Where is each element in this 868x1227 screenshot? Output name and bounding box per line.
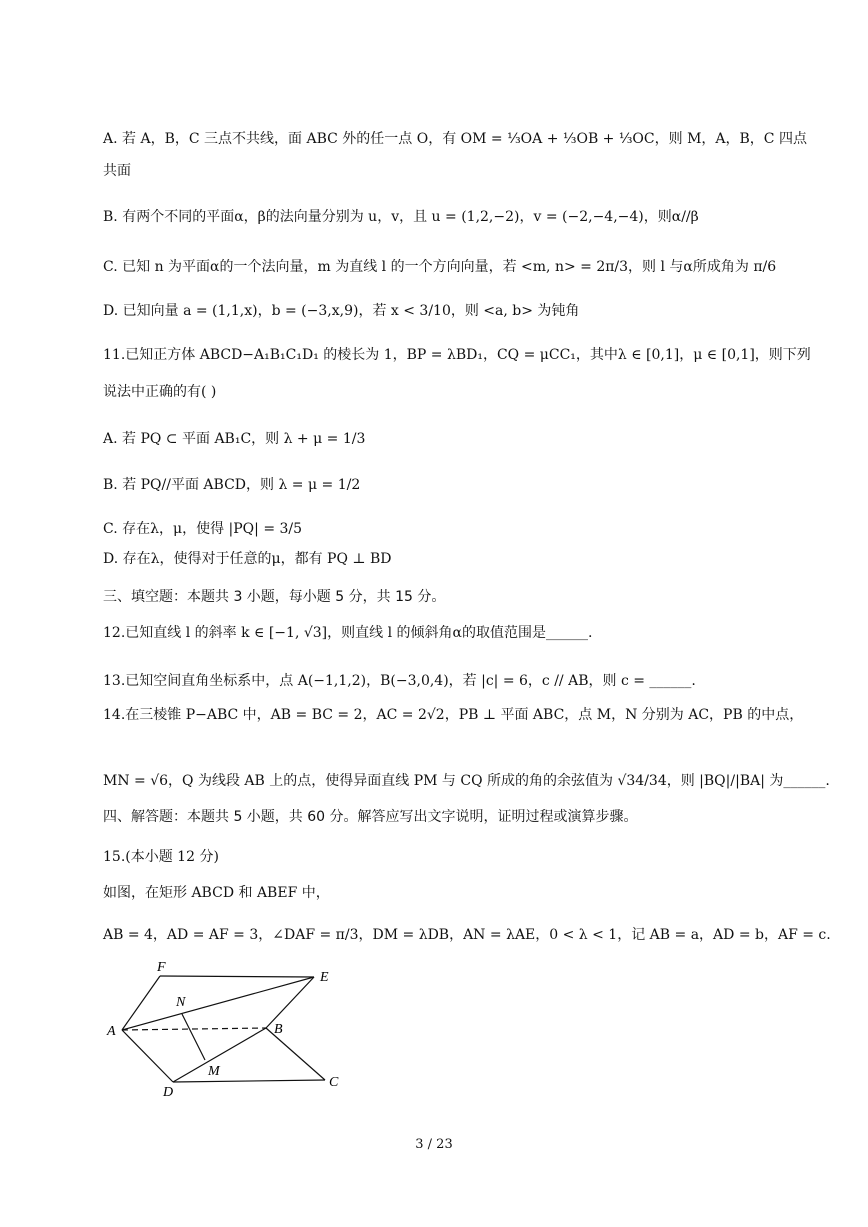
text-line: 12.已知直线 l 的斜率 k ∈ [−1, √3]，则直线 l 的倾斜角α的取值范围是______.	[103, 625, 593, 641]
text-line: D. 存在λ，使得对于任意的μ，都有 PQ ⊥ BD	[103, 551, 392, 567]
geometry-figure	[100, 956, 360, 1096]
edge-AF	[122, 976, 160, 1030]
label-C: C	[329, 1075, 339, 1090]
text-line: 说法中正确的有( )	[103, 384, 217, 400]
label-N: N	[176, 995, 186, 1010]
text-line: 如图，在矩形 ABCD 和 ABEF 中，	[103, 885, 330, 901]
edge-NM	[182, 1014, 205, 1060]
label-D: D	[163, 1085, 174, 1096]
text-line: B. 若 PQ//平面 ABCD，则 λ = μ = 1/2	[103, 477, 361, 493]
label-E: E	[320, 970, 329, 985]
section-heading: 三、填空题：本题共 3 小题，每小题 5 分，共 15 分。	[103, 589, 446, 605]
text-line: 14.在三棱锥 P−ABC 中，AB = BC = 2，AC = 2√2，PB ⊥ 平面 ABC，点 M，N 分别为 AC，PB 的中点，	[103, 707, 804, 723]
label-M: M	[208, 1064, 220, 1079]
text-line: 15.(本小题 12 分)	[103, 849, 219, 865]
edge-BE	[266, 977, 314, 1028]
label-B: B	[274, 1022, 283, 1037]
text-line: C. 存在λ，μ，使得 |PQ| = 3/5	[103, 521, 303, 537]
text-line: 11.已知正方体 ABCD−A₁B₁C₁D₁ 的棱长为 1，BP = λBD₁，CQ = μCC₁，其中λ ∈ [0,1]，μ ∈ [0,1]，则下列	[103, 347, 811, 363]
text-line: B. 有两个不同的平面α，β的法向量分别为 u，v，且 u = (1,2,−2)，v = (−2,−4,−4)，则α//β	[103, 209, 699, 225]
text-line: C. 已知 n 为平面α的一个法向量，m 为直线 l 的一个方向向量，若 <m, n> = 2π/3，则 l 与α所成角为 π/6	[103, 259, 777, 275]
label-F: F	[157, 960, 166, 975]
section-heading: 四、解答题：本题共 5 小题，共 60 分。解答应写出文字说明，证明过程或演算步骤。	[103, 809, 638, 825]
page-number: 3 / 23	[415, 1137, 453, 1152]
text-line: MN = √6，Q 为线段 AB 上的点，使得异面直线 PM 与 CQ 所成的角的余弦值为 √34/34，则 |BQ|/|BA| 为______.	[103, 773, 830, 789]
edge-DC	[173, 1080, 325, 1082]
edge-AE	[122, 977, 314, 1030]
text-line: 13.已知空间直角坐标系中，点 A(−1,1,2)，B(−3,0,4)，若 |c| = 6，c // AB，则 c = ______.	[103, 673, 696, 689]
text-line: AB = 4，AD = AF = 3，∠DAF = π/3，DM = λDB，AN = λAE，0 < λ < 1，记 AB = a，AD = b，AF = c.	[103, 927, 831, 943]
edge-AB-dashed	[122, 1028, 266, 1030]
edge-AD	[122, 1030, 173, 1082]
label-A: A	[107, 1024, 116, 1039]
text-line: D. 已知向量 a = (1,1,x)，b = (−3,x,9)，若 x < 3/10，则 <a, b> 为钝角	[103, 303, 580, 319]
text-line: 共面	[103, 163, 131, 179]
edge-FE	[160, 976, 314, 977]
text-line: A. 若 A，B，C 三点不共线，面 ABC 外的任一点 O，有 OM = ⅓OA + ⅓OB + ⅓OC，则 M，A，B，C 四点	[103, 131, 807, 147]
text-line: A. 若 PQ ⊂ 平面 AB₁C，则 λ + μ = 1/3	[103, 431, 366, 447]
